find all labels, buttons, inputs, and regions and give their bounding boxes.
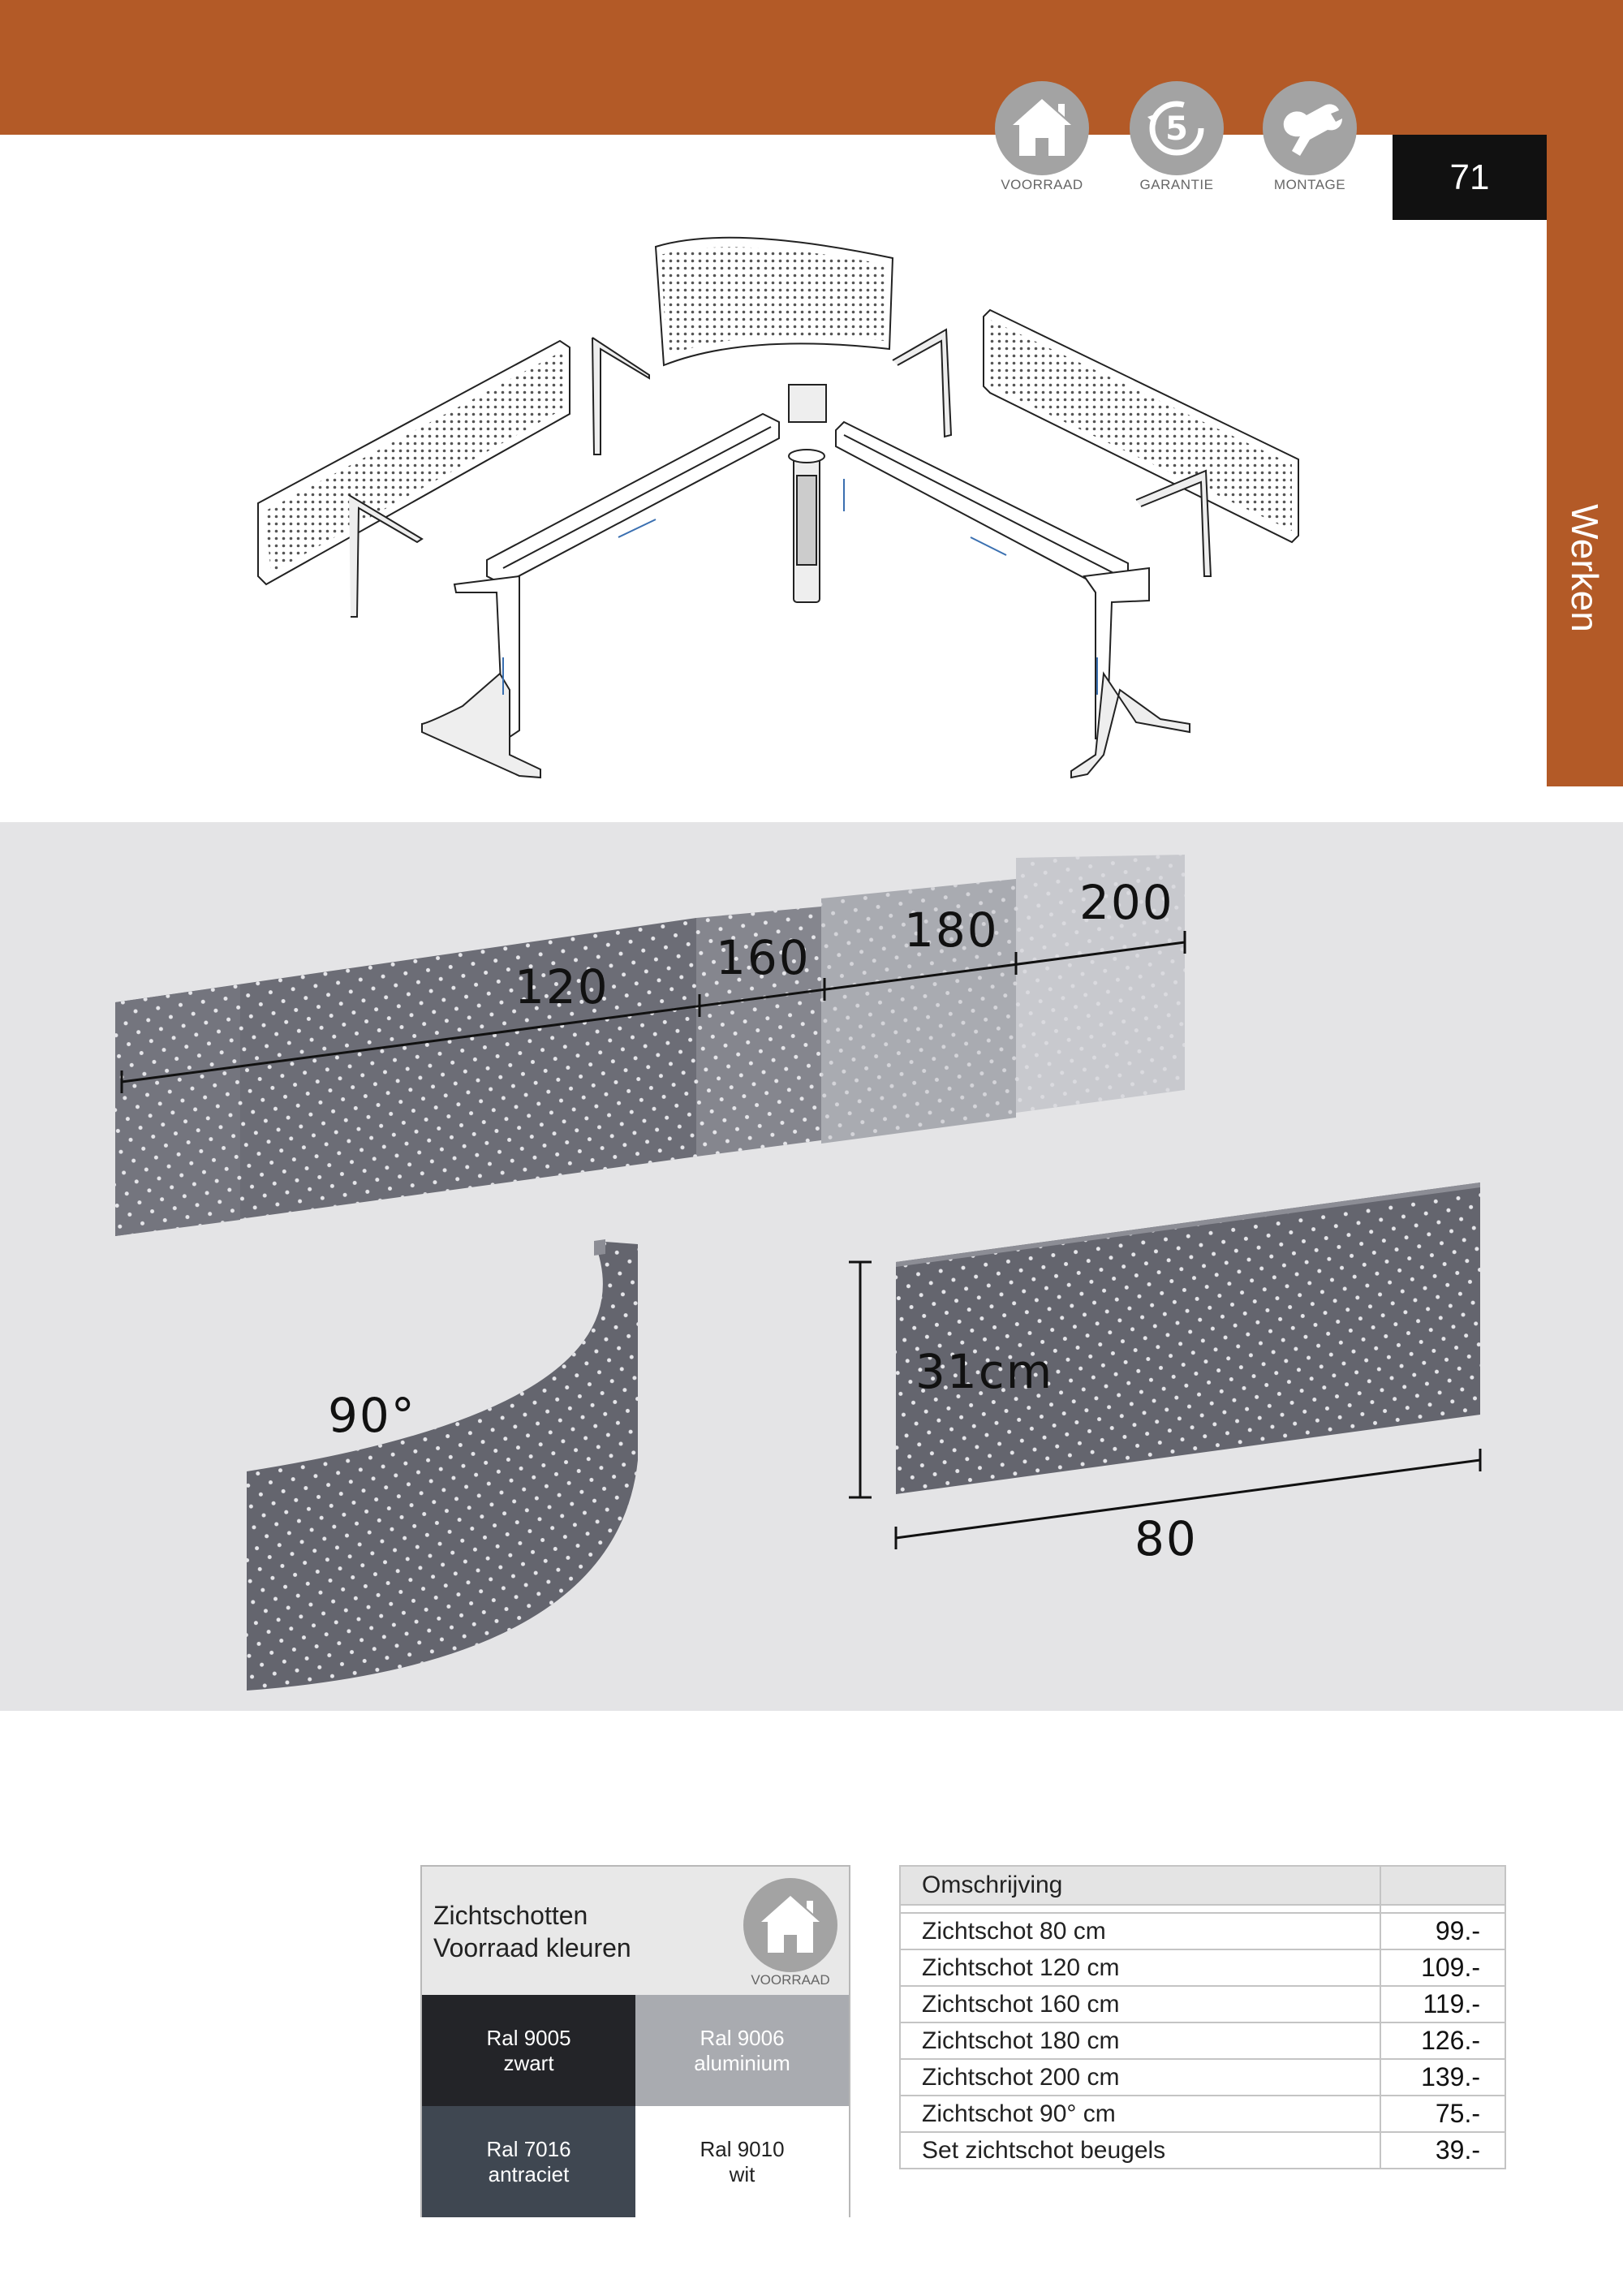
stock-badge-label: VOORRAAD (751, 1972, 830, 1988)
row-price: 75.- (1380, 2096, 1505, 2132)
dim-label-80: 80 (1134, 1511, 1198, 1566)
swatch-code: Ral 9006 (700, 2025, 785, 2050)
stock-colors-title (433, 1899, 631, 1964)
badge-label-voorraad: VOORRAAD (1001, 177, 1083, 192)
row-price: 119.- (1380, 1986, 1505, 2022)
dim-label-120: 120 (514, 959, 609, 1014)
table-row (900, 2022, 1505, 2059)
side-color-bar (1547, 135, 1623, 786)
stock-colors-header (422, 1867, 849, 1995)
badge-label-montage: MONTAGE (1273, 177, 1346, 192)
price-table-header: Omschrijving (900, 1866, 1380, 1905)
swatch-code: Ral 9005 (486, 2025, 571, 2050)
panel-width-illustration (0, 822, 1623, 1711)
stock-title-line2: Voorraad kleuren (433, 1933, 631, 1962)
swatch-ral-9005 (422, 1995, 635, 2106)
row-price: 39.- (1380, 2132, 1505, 2169)
swatch-ral-7016 (422, 2106, 635, 2217)
page-number: 71 (1393, 135, 1547, 220)
swatch-name: wit (729, 2161, 756, 2186)
table-row (900, 2132, 1505, 2169)
price-table-header-row (900, 1866, 1505, 1905)
dim-label-160: 160 (716, 930, 811, 985)
table-row (900, 2096, 1505, 2132)
five-year-warranty-icon (1130, 81, 1224, 175)
dim-label-180: 180 (904, 902, 999, 958)
table-row (900, 1913, 1505, 1949)
row-price: 99.- (1380, 1913, 1505, 1949)
dim-label-angle: 90° (328, 1388, 416, 1443)
row-label: Zichtschot 200 cm (900, 2059, 1380, 2096)
row-label: Zichtschot 160 cm (900, 1986, 1380, 2022)
badge-label-garantie: GARANTIE (1139, 177, 1214, 192)
table-row (900, 1949, 1505, 1986)
row-label: Zichtschot 180 cm (900, 2022, 1380, 2059)
table-row (900, 2059, 1505, 2096)
row-label: Zichtschot 120 cm (900, 1949, 1380, 1986)
swatch-name: antraciet (488, 2161, 570, 2186)
row-label: Set zichtschot beugels (900, 2132, 1380, 2169)
house-icon (995, 81, 1089, 175)
row-label: Zichtschot 80 cm (900, 1913, 1380, 1949)
row-price: 139.- (1380, 2059, 1505, 2096)
price-table-spacer (900, 1905, 1505, 1913)
section-tab (1547, 487, 1623, 649)
swatch-ral-9006 (635, 1995, 849, 2106)
svg-text:5: 5 (1165, 110, 1188, 148)
swatch-name: aluminium (694, 2050, 790, 2075)
row-price: 109.- (1380, 1949, 1505, 1986)
house-icon (743, 1878, 837, 1972)
top-color-bar (0, 0, 1623, 135)
dim-label-height: 31cm (915, 1344, 1054, 1399)
stock-title-line1: Zichtschotten (433, 1901, 588, 1930)
row-label: Zichtschot 90° cm (900, 2096, 1380, 2132)
dim-label-200: 200 (1079, 875, 1174, 930)
assembly-diagram (243, 235, 1315, 803)
price-table-header-price (1380, 1866, 1505, 1905)
swatch-name: zwart (503, 2050, 554, 2075)
section-label: Werken (1564, 504, 1606, 632)
swatch-ral-9010 (635, 2106, 849, 2217)
row-price: 126.- (1380, 2022, 1505, 2059)
table-row (900, 1986, 1505, 2022)
swatch-code: Ral 7016 (486, 2136, 571, 2161)
price-table (899, 1865, 1506, 2169)
stock-colors-box (420, 1865, 850, 2217)
wrench-icon (1263, 81, 1357, 175)
swatch-code: Ral 9010 (700, 2136, 785, 2161)
